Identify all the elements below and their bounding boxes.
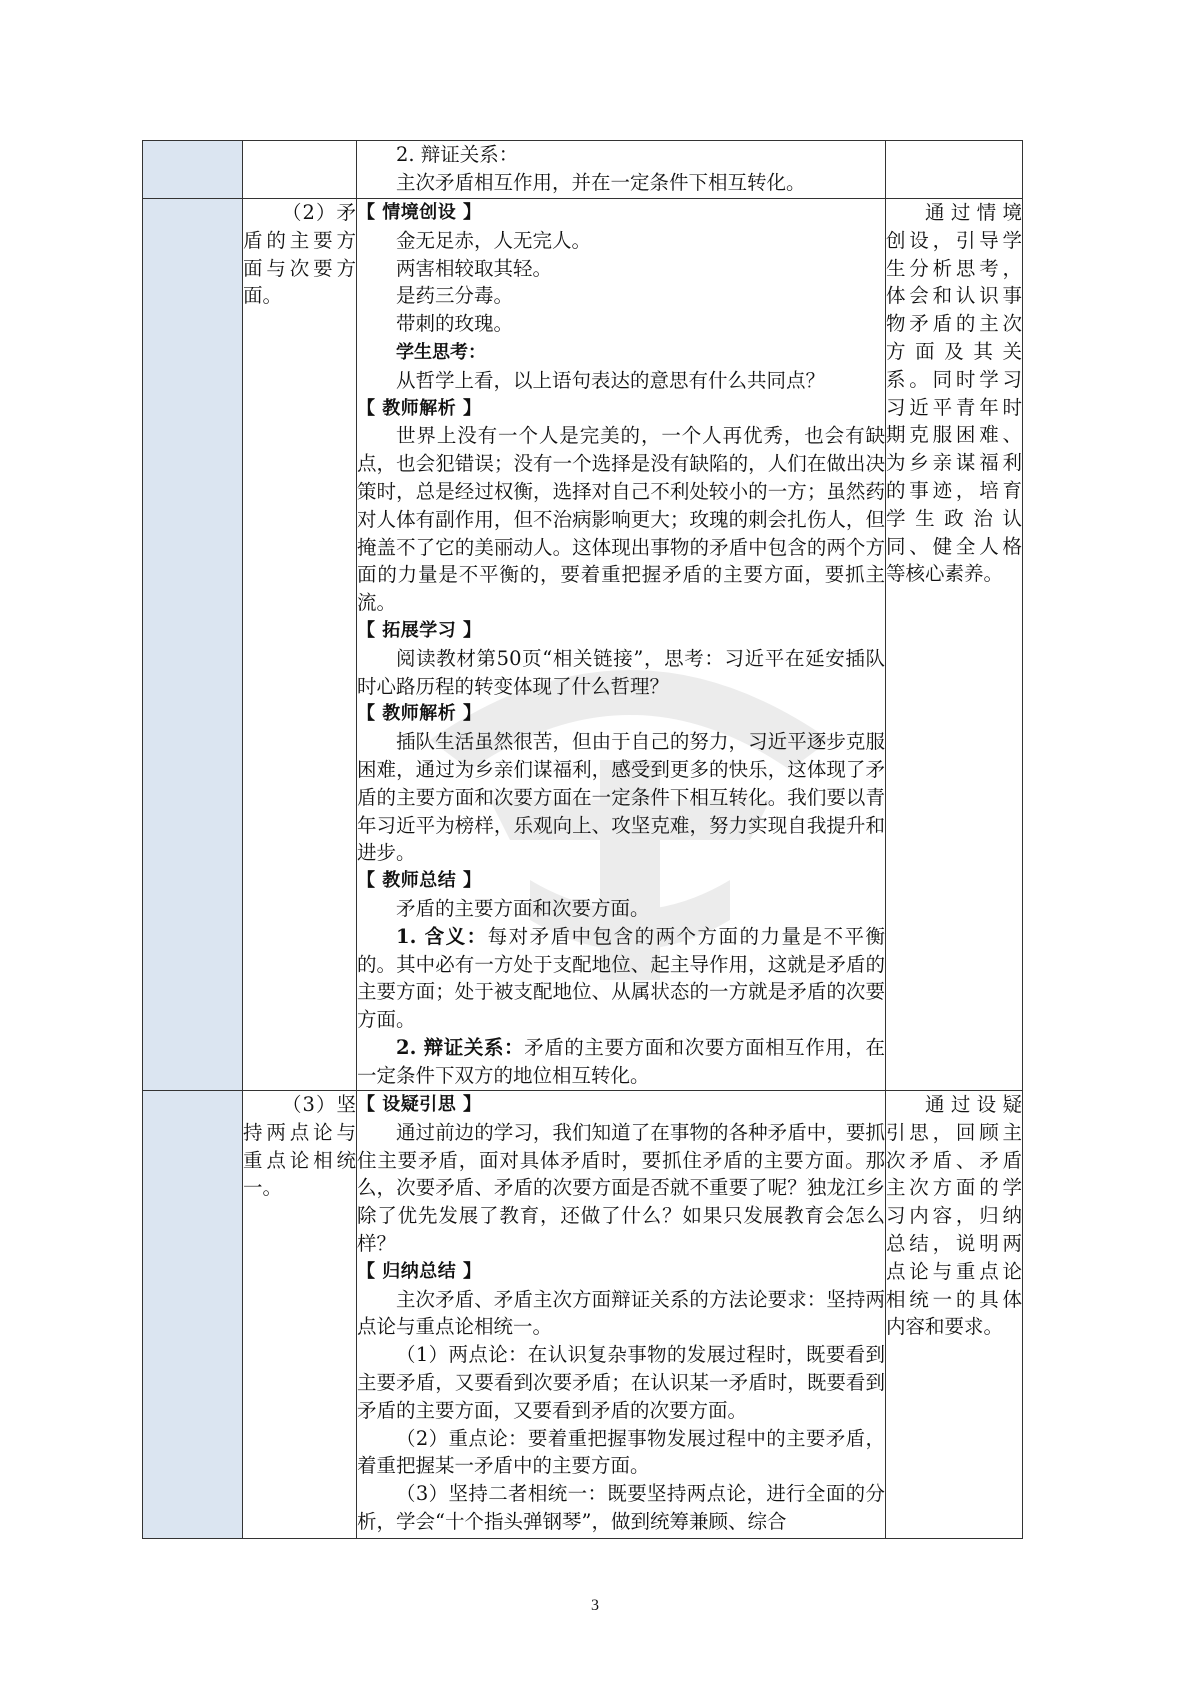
topic-cell [243, 1091, 357, 1539]
section-title-analysis: 【 教师解析 】 [357, 397, 482, 419]
section-label-cell [143, 141, 243, 199]
section-label-cell [143, 1091, 243, 1539]
section-title-extend: 【 拓展学习 】 [357, 619, 482, 641]
saying-1: 金无足赤，人无完人。 [396, 228, 592, 252]
section-title-analysis-2: 【 教师解析 】 [357, 703, 482, 725]
section-title-conclusion: 【 归纳总结 】 [357, 1260, 482, 1282]
student-think-question: 从哲学上看，以上语句表达的意思有什么共同点？ [396, 368, 826, 392]
design-intent-text: 通过设疑引思，回顾主次矛盾、矛盾主次方面的学习内容，归纳总结，说明两点论与重点论相统一的具体内容和要求。 [886, 1093, 1022, 1339]
topic-cell [243, 141, 357, 199]
section-title-summary: 【 教师总结 】 [357, 870, 482, 892]
point-unity: （3）坚持二者相统一：既要坚持两点论，进行全面的分析，学会“十个指头弹钢琴”，做到统筹兼顾、综合 [357, 1482, 885, 1533]
question-text: 通过前边的学习，我们知道了在事物的各种矛盾中，要抓住主要矛盾，面对具体矛盾时，要抓住矛盾的主要方面。那么，次要矛盾、矛盾的次要方面是否就不重要了呢？独龙江乡除了优先发展了教育，还做了什么？如果只发展教育会怎么样？ [357, 1120, 885, 1255]
intent-cell [886, 1091, 1023, 1539]
relation-paragraph [357, 1034, 885, 1090]
saying-4: 带刺的玫瑰。 [396, 312, 514, 336]
point-two-point-theory: （1）两点论：在认识复杂事物的发展过程时，既要看到主要矛盾，又要看到次要矛盾；在认识某一矛盾时，既要看到矛盾的主要方面，又要看到矛盾的次要方面。 [357, 1343, 885, 1422]
table-row-main-aspects [143, 199, 1023, 1091]
topic-title: （3）坚持两点论与重点论相统一。 [243, 1093, 356, 1200]
intent-cell [886, 141, 1023, 199]
content-cell [357, 141, 886, 199]
topic-cell [243, 199, 357, 1091]
analysis-text-2: 插队生活虽然很苦，但由于自己的努力，习近平逐步克服困难，通过为乡亲们谋福利，感受到更多的快乐，这体现了矛盾的主要方面和次要方面在一定条件下相互转化。我们要以青年习近平为榜样，乐观向上、攻坚克难，努力实现自我提升和进步。 [357, 730, 885, 865]
content-cell [357, 1091, 886, 1539]
saying-2: 两害相较取其轻。 [396, 256, 553, 280]
meaning-paragraph [357, 923, 885, 1034]
extend-text: 阅读教材第50页“相关链接”，思考：习近平在延安插队时心路历程的转变体现了什么哲理？ [357, 646, 885, 698]
relation-label: 2. 辩证关系： [396, 1035, 525, 1059]
summary-intro: 矛盾的主要方面和次要方面。 [396, 896, 650, 920]
design-intent-text: 通过情境创设，引导学生分析思考，体会和认识事物矛盾的主次方面及其关系。同时学习习近平青年时期克服困难、为乡亲谋福利的事迹，培育学生政治认同、健全人格等核心素养。 [886, 201, 1022, 586]
section-title-question: 【 设疑引思 】 [357, 1094, 482, 1115]
meaning-text: 每对矛盾中包含的两个方面的力量是不平衡的。其中必有一方处于支配地位、起主导作用，这就是矛盾的主要方面；处于被支配地位、从属状态的一方就是矛盾的次要方面。 [357, 924, 885, 1032]
content-cell [357, 199, 886, 1091]
conclusion-text: 主次矛盾、矛盾主次方面辩证关系的方法论要求：坚持两点论与重点论相统一。 [357, 1287, 885, 1339]
table-row-two-point-theory [143, 1091, 1023, 1539]
relation-heading: 2. 辩证关系： [396, 143, 519, 166]
student-think-label: 学生思考： [396, 341, 486, 363]
page-number: 3 [591, 1597, 599, 1614]
relation-text: 矛盾的主要方面和次要方面相互作用，在一定条件下双方的地位相互转化。 [357, 1035, 885, 1087]
analysis-text: 世界上没有一个人是完美的，一个人再优秀，也会有缺点，也会犯错误；没有一个选择是没有缺陷的，人们在做出决策时，总是经过权衡，选择对自己不利处较小的一方；虽然药对人体有副作用，但不治病影响更大；玫瑰的刺会扎伤人，但掩盖不了它的美丽动人。这体现出事物的矛盾中包含的两个方面的力量是不平衡的，要着重把握矛盾的主要方面，要抓主流。 [357, 424, 885, 615]
point-key-point-theory: （2）重点论：要着重把握事物发展过程中的主要矛盾，着重把握某一矛盾中的主要方面。 [357, 1426, 885, 1478]
relation-text: 主次矛盾相互作用，并在一定条件下相互转化。 [396, 170, 806, 194]
saying-3: 是药三分毒。 [396, 284, 514, 308]
meaning-label: 1. 含义： [396, 924, 488, 948]
table-row-continuation [143, 141, 1023, 199]
section-label-cell [143, 199, 243, 1091]
intent-cell [886, 199, 1023, 1091]
lesson-plan-table [142, 140, 1023, 1539]
topic-title: （2）矛盾的主要方面与次要方面。 [243, 201, 356, 308]
section-title-scenario: 【 情境创设 】 [357, 202, 482, 223]
